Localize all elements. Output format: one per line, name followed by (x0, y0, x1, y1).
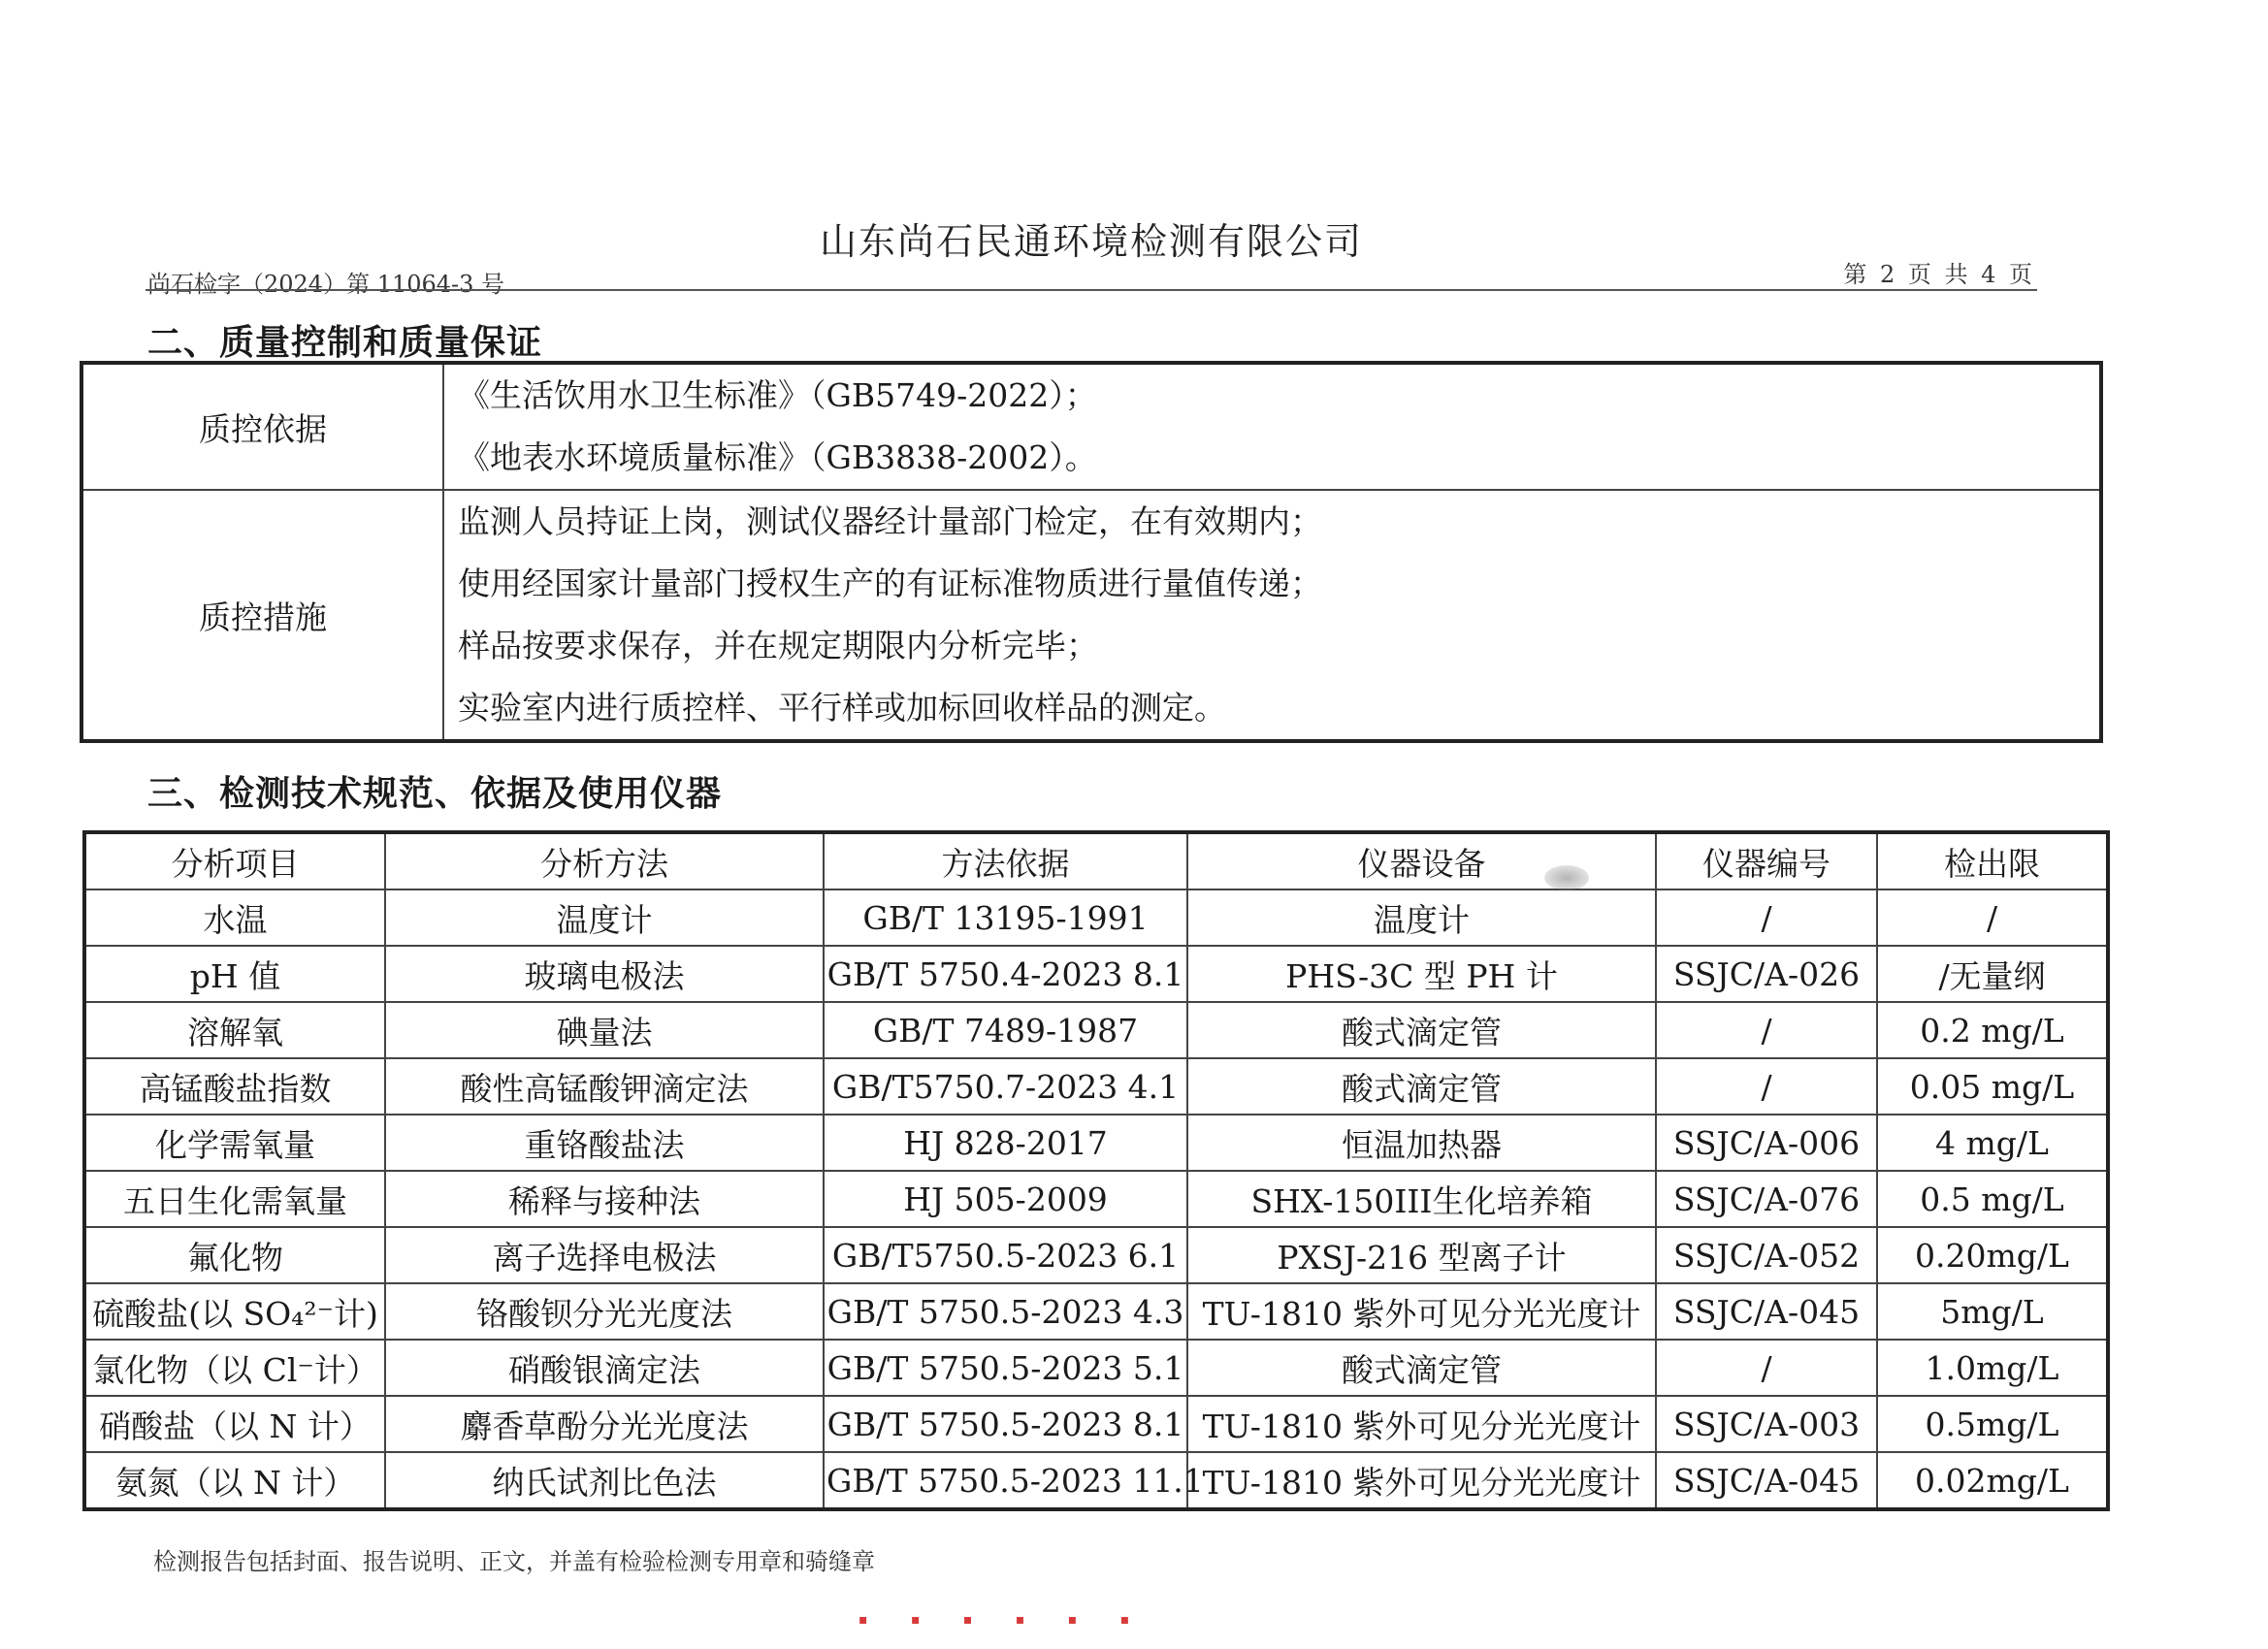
cell-detection-limit: / (1877, 889, 2108, 946)
cell-item: 氟化物 (84, 1227, 385, 1283)
cell-instrument-no: / (1656, 889, 1877, 946)
cell-detection-limit: /无量纲 (1877, 946, 2108, 1002)
cell-basis: GB/T5750.7-2023 4.1 (824, 1058, 1187, 1115)
cell-item: 高锰酸盐指数 (84, 1058, 385, 1115)
qc-measures-line: 样品按要求保存，并在规定期限内分析完毕； (458, 627, 1098, 664)
cell-instrument-no: SSJC/A-026 (1656, 946, 1877, 1002)
cell-method: 温度计 (385, 889, 824, 946)
page-number: 第 2 页 共 4 页 (1843, 261, 2035, 288)
col-header-detection-limit: 检出限 (1877, 832, 2108, 889)
cell-instrument: 酸式滴定管 (1187, 1340, 1656, 1396)
cell-method: 麝香草酚分光光度法 (385, 1396, 824, 1452)
qc-row-measures (81, 490, 2101, 741)
cell-instrument: PXSJ-216 型离子计 (1187, 1227, 1656, 1283)
cell-method: 稀释与接种法 (385, 1171, 824, 1227)
cell-item: 硝酸盐（以 N 计） (84, 1396, 385, 1452)
cell-method: 纳氏试剂比色法 (385, 1452, 824, 1509)
section-2-title: 二、质量控制和质量保证 (147, 322, 543, 363)
cell-basis: GB/T 13195-1991 (824, 889, 1187, 946)
cell-item: 氯化物（以 Cl⁻计） (84, 1340, 385, 1396)
cell-detection-limit: 0.2 mg/L (1877, 1002, 2108, 1058)
cell-instrument: PHS-3C 型 PH 计 (1187, 946, 1656, 1002)
cell-method: 重铬酸盐法 (385, 1115, 824, 1171)
qc-measures-line: 实验室内进行质控样、平行样或加标回收样品的测定。 (458, 689, 1226, 727)
qc-measures-line: 使用经国家计量部门授权生产的有证标准物质进行量值传递； (458, 565, 1322, 602)
table-row (84, 946, 2108, 1002)
test-rows (84, 889, 2108, 1509)
table-row (84, 1396, 2108, 1452)
cell-detection-limit: 5mg/L (1877, 1283, 2108, 1340)
cell-instrument: TU-1810 紫外可见分光光度计 (1187, 1452, 1656, 1509)
footer-note: 检测报告包括封面、报告说明、正文，并盖有检验检测专用章和骑缝章 (153, 1548, 875, 1575)
table-row (84, 1171, 2108, 1227)
table-row (84, 1227, 2108, 1283)
qc-measures-line: 监测人员持证上岗，测试仪器经计量部门检定，在有效期内； (458, 502, 1322, 540)
table-row (84, 1452, 2108, 1509)
seal-stamp-fragment: ▪ ▪ ▪ ▪ ▪ ▪ (859, 1612, 1150, 1628)
cell-instrument-no: SSJC/A-003 (1656, 1396, 1877, 1452)
cell-instrument-no: SSJC/A-045 (1656, 1452, 1877, 1509)
cell-instrument-no: SSJC/A-076 (1656, 1171, 1877, 1227)
table-row (84, 1002, 2108, 1058)
cell-detection-limit: 0.05 mg/L (1877, 1058, 2108, 1115)
qc-measures-label: 质控措施 (81, 490, 443, 741)
cell-basis: GB/T 5750.5-2023 5.1 (824, 1340, 1187, 1396)
qc-measures-content (443, 490, 2101, 741)
cell-instrument-no: SSJC/A-045 (1656, 1283, 1877, 1340)
cell-method: 玻璃电极法 (385, 946, 824, 1002)
qc-basis-label: 质控依据 (81, 363, 443, 490)
table-header-row (84, 832, 2108, 889)
cell-instrument: 酸式滴定管 (1187, 1058, 1656, 1115)
quality-control-table (80, 361, 2103, 743)
cell-method: 铬酸钡分光光度法 (385, 1283, 824, 1340)
cell-instrument-no: / (1656, 1340, 1877, 1396)
table-row (84, 1340, 2108, 1396)
cell-method: 离子选择电极法 (385, 1227, 824, 1283)
col-header-basis: 方法依据 (824, 832, 1187, 889)
col-header-method: 分析方法 (385, 832, 824, 889)
col-header-instrument: 仪器设备 (1187, 832, 1656, 889)
table-row (84, 1058, 2108, 1115)
section-3-title: 三、检测技术规范、依据及使用仪器 (147, 773, 723, 814)
cell-instrument-no: SSJC/A-006 (1656, 1115, 1877, 1171)
cell-basis: HJ 505-2009 (824, 1171, 1187, 1227)
cell-instrument: TU-1810 紫外可见分光光度计 (1187, 1283, 1656, 1340)
qc-basis-line: 《地表水环境质量标准》（GB3838-2002）。 (458, 438, 1097, 476)
qc-row-basis (81, 363, 2101, 490)
cell-instrument: 酸式滴定管 (1187, 1002, 1656, 1058)
cell-item: 氨氮（以 N 计） (84, 1452, 385, 1509)
col-header-item: 分析项目 (84, 832, 385, 889)
cell-basis: GB/T 5750.5-2023 11.1 (824, 1452, 1187, 1509)
cell-item: 化学需氧量 (84, 1115, 385, 1171)
cell-method: 酸性高锰酸钾滴定法 (385, 1058, 824, 1115)
cell-detection-limit: 0.5 mg/L (1877, 1171, 2108, 1227)
cell-item: 五日生化需氧量 (84, 1171, 385, 1227)
cell-basis: HJ 828-2017 (824, 1115, 1187, 1171)
cell-detection-limit: 0.20mg/L (1877, 1227, 2108, 1283)
cell-detection-limit: 0.02mg/L (1877, 1452, 2108, 1509)
cell-instrument: 恒温加热器 (1187, 1115, 1656, 1171)
cell-method: 碘量法 (385, 1002, 824, 1058)
report-number: 尚石检字（2024）第 11064-3 号 (147, 271, 505, 298)
cell-instrument-no: / (1656, 1058, 1877, 1115)
col-header-instrument-no: 仪器编号 (1656, 832, 1877, 889)
table-row (84, 1115, 2108, 1171)
qc-basis-line: 《生活饮用水卫生标准》（GB5749-2022）； (458, 376, 1097, 414)
cell-instrument-no: SSJC/A-052 (1656, 1227, 1877, 1283)
cell-basis: GB/T 5750.5-2023 4.3 (824, 1283, 1187, 1340)
cell-detection-limit: 1.0mg/L (1877, 1340, 2108, 1396)
cell-basis: GB/T5750.5-2023 6.1 (824, 1227, 1187, 1283)
header-rule (146, 289, 2037, 291)
cell-basis: GB/T 5750.4-2023 8.1 (824, 946, 1187, 1002)
cell-instrument: SHX-150III生化培养箱 (1187, 1171, 1656, 1227)
cell-item: 水温 (84, 889, 385, 946)
cell-instrument-no: / (1656, 1002, 1877, 1058)
table-row (84, 889, 2108, 946)
cell-instrument: 温度计 (1187, 889, 1656, 946)
table-row (84, 1283, 2108, 1340)
cell-detection-limit: 4 mg/L (1877, 1115, 2108, 1171)
scan-smudge (1544, 865, 1589, 890)
cell-basis: GB/T 5750.5-2023 8.1 (824, 1396, 1187, 1452)
test-methods-table (82, 830, 2110, 1511)
qc-basis-content (443, 363, 2101, 490)
company-name: 山东尚石民通环境检测有限公司 (819, 220, 1363, 263)
cell-item: 溶解氧 (84, 1002, 385, 1058)
cell-method: 硝酸银滴定法 (385, 1340, 824, 1396)
cell-item: 硫酸盐(以 SO₄²⁻计) (84, 1283, 385, 1340)
cell-detection-limit: 0.5mg/L (1877, 1396, 2108, 1452)
cell-basis: GB/T 7489-1987 (824, 1002, 1187, 1058)
cell-instrument: TU-1810 紫外可见分光光度计 (1187, 1396, 1656, 1452)
cell-item: pH 值 (84, 946, 385, 1002)
